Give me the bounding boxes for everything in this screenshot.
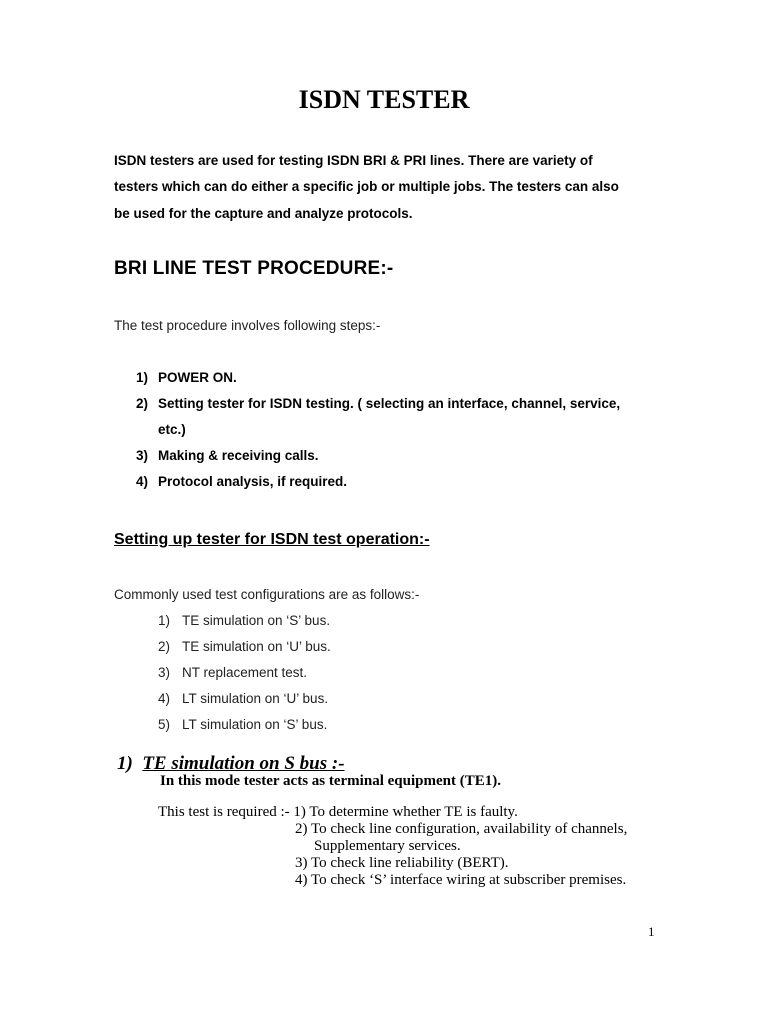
page-title: ISDN TESTER [298, 85, 470, 114]
config-number: 4) [158, 691, 171, 706]
te-section-number: 1) [117, 753, 133, 774]
config-number: 3) [158, 665, 171, 680]
config-text: TE simulation on ‘S’ bus. [182, 613, 331, 628]
step-text: POWER ON. [158, 370, 237, 385]
config-number: 5) [158, 717, 171, 732]
step-number: 4) [136, 474, 149, 489]
step-text-continued: etc.) [158, 422, 186, 437]
required-line-1: This test is required :- 1) To determine whether TE is faulty. [158, 804, 518, 820]
config-text: NT replacement test. [182, 665, 308, 680]
config-text: LT simulation on ‘U’ bus. [182, 691, 329, 706]
step-number: 3) [136, 448, 149, 463]
required-line-3: Supplementary services. [314, 838, 461, 854]
step-number: 1) [136, 370, 149, 385]
config-intro: Commonly used test configurations are as follows:- [114, 587, 420, 602]
step-text: Protocol analysis, if required. [158, 474, 348, 489]
page-number: 1 [648, 924, 655, 939]
required-line-2: 2) To check line configuration, availability of channels, [295, 821, 628, 837]
config-text: TE simulation on ‘U’ bus. [182, 639, 331, 654]
intro-line-2: testers which can do either a specific job or multiple jobs. The testers can also [114, 179, 619, 194]
setup-heading: Setting up tester for ISDN test operation:- [114, 531, 430, 548]
step-text: Setting tester for ISDN testing. ( selecting an interface, channel, service, [158, 396, 621, 411]
required-line-4: 3) To check line reliability (BERT). [295, 855, 509, 871]
config-number: 1) [158, 613, 171, 628]
intro-line-1: ISDN testers are used for testing ISDN BRI & PRI lines. There are variety of [114, 153, 593, 168]
step-number: 2) [136, 396, 149, 411]
te-section-title: TE simulation on S bus :- [142, 753, 345, 774]
config-text: LT simulation on ‘S’ bus. [182, 717, 328, 732]
step-text: Making & receiving calls. [158, 448, 319, 463]
bri-heading: BRI LINE TEST PROCEDURE:- [114, 258, 394, 279]
procedure-intro: The test procedure involves following steps:- [114, 318, 381, 333]
te-mode-description: In this mode tester acts as terminal equipment (TE1). [160, 773, 501, 789]
intro-line-3: be used for the capture and analyze protocols. [114, 206, 413, 221]
te-section-heading [117, 753, 345, 775]
config-number: 2) [158, 639, 171, 654]
required-line-5: 4) To check ‘S’ interface wiring at subscriber premises. [295, 872, 627, 888]
